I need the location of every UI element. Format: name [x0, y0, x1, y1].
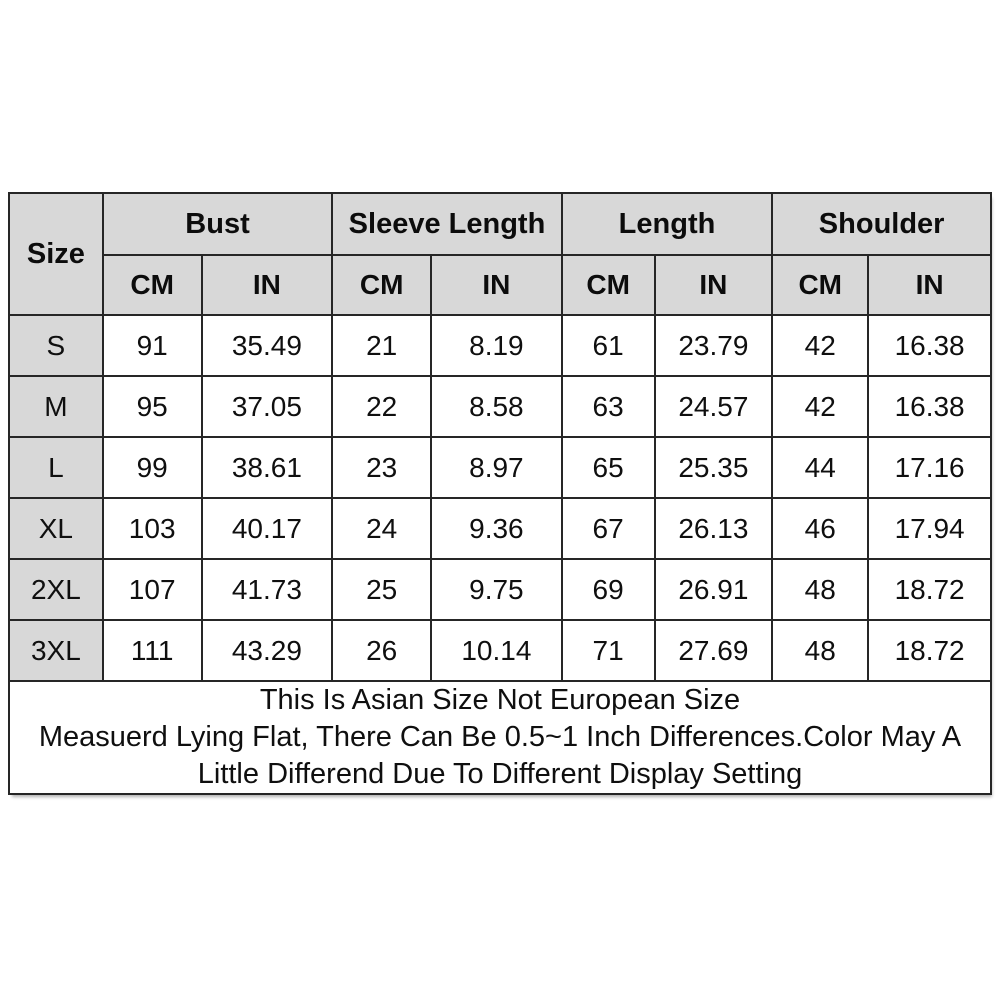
- group-header-bust: Bust: [103, 193, 332, 255]
- measurement-cell: 43.29: [202, 620, 333, 681]
- measurement-cell: 27.69: [655, 620, 773, 681]
- measurement-cell: 63: [562, 376, 655, 437]
- size-cell: XL: [9, 498, 103, 559]
- measurement-cell: 71: [562, 620, 655, 681]
- unit-header-shoulder-in: IN: [868, 255, 991, 315]
- group-header-sleeve-length: Sleeve Length: [332, 193, 561, 255]
- measurement-cell: 26: [332, 620, 431, 681]
- measurement-cell: 69: [562, 559, 655, 620]
- measurement-cell: 8.97: [431, 437, 562, 498]
- size-column-header: Size: [9, 193, 103, 315]
- measurement-cell: 61: [562, 315, 655, 376]
- measurement-cell: 16.38: [868, 315, 991, 376]
- measurement-cell: 23.79: [655, 315, 773, 376]
- size-row-l: [9, 437, 991, 498]
- measurement-cell: 44: [772, 437, 868, 498]
- measurement-cell: 65: [562, 437, 655, 498]
- size-cell: 3XL: [9, 620, 103, 681]
- measurement-cell: 41.73: [202, 559, 333, 620]
- size-row-s: [9, 315, 991, 376]
- unit-header-sleeve-cm: CM: [332, 255, 431, 315]
- measurement-cell: 38.61: [202, 437, 333, 498]
- note-line-1: This Is Asian Size Not European Size: [259, 684, 741, 716]
- measurement-cell: 24: [332, 498, 431, 559]
- size-cell: L: [9, 437, 103, 498]
- measurement-cell: 91: [103, 315, 202, 376]
- unit-header-row: [9, 255, 991, 315]
- measurement-cell: 48: [772, 559, 868, 620]
- unit-header-bust-in: IN: [202, 255, 333, 315]
- measurement-cell: 8.19: [431, 315, 562, 376]
- measurement-cell: 18.72: [868, 620, 991, 681]
- notes-cell: [9, 681, 991, 794]
- unit-header-length-cm: CM: [562, 255, 655, 315]
- measurement-cell: 16.38: [868, 376, 991, 437]
- measurement-cell: 42: [772, 315, 868, 376]
- measurement-cell: 26.13: [655, 498, 773, 559]
- group-header-row: [9, 193, 991, 255]
- size-cell: 2XL: [9, 559, 103, 620]
- size-row-m: [9, 376, 991, 437]
- measurement-cell: 25: [332, 559, 431, 620]
- note-line-3: Little Differend Due To Different Display Setting: [197, 758, 803, 790]
- measurement-cell: 111: [103, 620, 202, 681]
- unit-header-length-in: IN: [655, 255, 773, 315]
- size-chart-table: [8, 192, 992, 795]
- unit-header-sleeve-in: IN: [431, 255, 562, 315]
- measurement-cell: 17.16: [868, 437, 991, 498]
- measurement-cell: 42: [772, 376, 868, 437]
- measurement-cell: 9.75: [431, 559, 562, 620]
- unit-header-bust-cm: CM: [103, 255, 202, 315]
- measurement-cell: 8.58: [431, 376, 562, 437]
- size-cell: M: [9, 376, 103, 437]
- measurement-cell: 10.14: [431, 620, 562, 681]
- measurement-cell: 17.94: [868, 498, 991, 559]
- measurement-cell: 21: [332, 315, 431, 376]
- measurement-cell: 24.57: [655, 376, 773, 437]
- measurement-cell: 22: [332, 376, 431, 437]
- measurement-cell: 25.35: [655, 437, 773, 498]
- measurement-cell: 18.72: [868, 559, 991, 620]
- measurement-cell: 26.91: [655, 559, 773, 620]
- measurement-cell: 95: [103, 376, 202, 437]
- group-header-shoulder: Shoulder: [772, 193, 991, 255]
- measurement-cell: 46: [772, 498, 868, 559]
- measurement-cell: 67: [562, 498, 655, 559]
- size-row-2xl: [9, 559, 991, 620]
- unit-header-shoulder-cm: CM: [772, 255, 868, 315]
- measurement-cell: 48: [772, 620, 868, 681]
- measurement-cell: 99: [103, 437, 202, 498]
- measurement-cell: 40.17: [202, 498, 333, 559]
- group-header-length: Length: [562, 193, 773, 255]
- size-row-xl: [9, 498, 991, 559]
- notes-row: [9, 681, 991, 794]
- measurement-cell: 107: [103, 559, 202, 620]
- note-line-2: Measuerd Lying Flat, There Can Be 0.5~1 Inch Differences.Color May A: [38, 721, 962, 753]
- measurement-cell: 35.49: [202, 315, 333, 376]
- size-cell: S: [9, 315, 103, 376]
- size-row-3xl: [9, 620, 991, 681]
- measurement-cell: 37.05: [202, 376, 333, 437]
- measurement-cell: 23: [332, 437, 431, 498]
- measurement-cell: 9.36: [431, 498, 562, 559]
- measurement-cell: 103: [103, 498, 202, 559]
